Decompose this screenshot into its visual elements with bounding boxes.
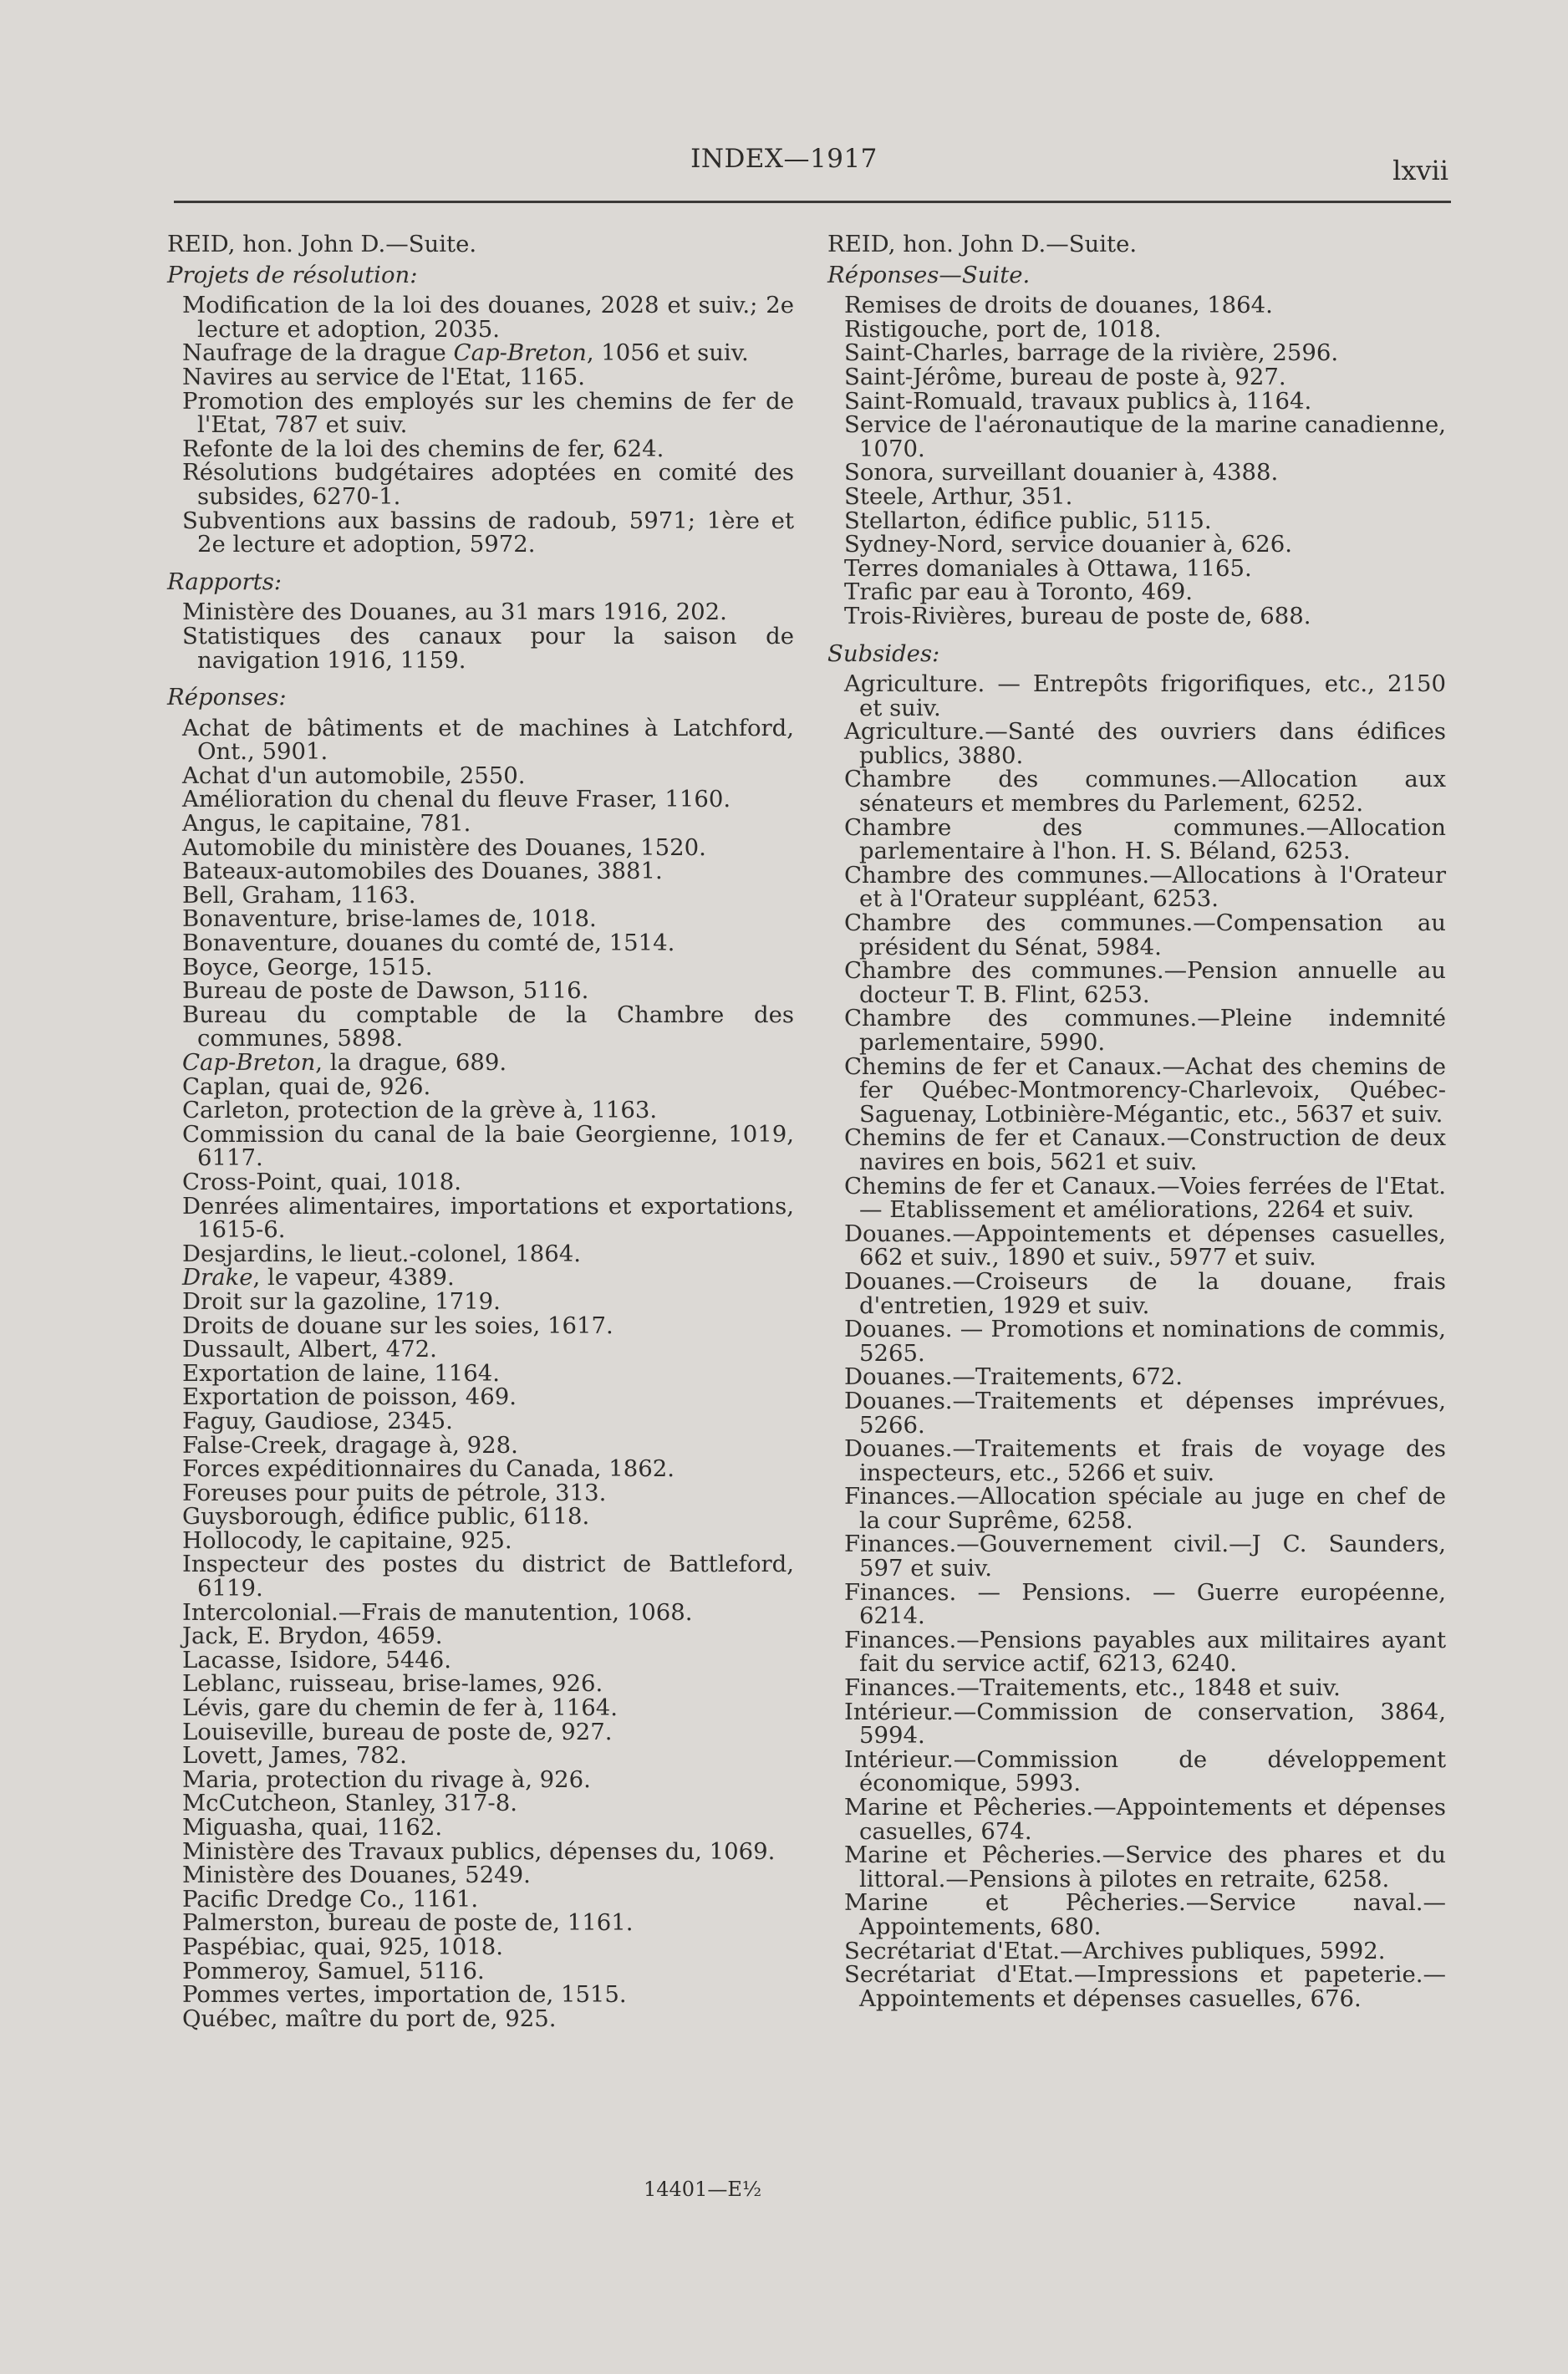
index-entry: Remises de droits de douanes, 1864. — [844, 292, 1273, 319]
printer-signature: 14401—E½ — [644, 2178, 762, 2201]
right-column — [827, 232, 1446, 2010]
index-entry: Refonte de la loi des chemins de fer, 624. — [182, 435, 664, 462]
index-entry: Saint-Charles, barrage de la rivière, 2596. — [844, 339, 1339, 367]
index-entry: Droits de douane sur les soies, 1617. — [182, 1312, 613, 1339]
index-entry: Finances.—Gouvernement civil.—J C. Saunders, 597 et suiv. — [844, 1531, 1446, 1582]
index-entry: Douanes.—Traitements et frais de voyage des inspecteurs, etc., 5266 et suiv. — [844, 1435, 1446, 1486]
right-column-heading: REID, hon. John D.—Suite. — [827, 231, 1138, 257]
index-entry: Palmerston, bureau de poste de, 1161. — [182, 1909, 634, 1937]
index-entry: Marine et Pêcheries.—Service naval.—Appointements, 680. — [844, 1889, 1446, 1940]
index-entry: Angus, le capitaine, 781. — [182, 810, 471, 838]
index-entry: Pommeroy, Samuel, 5116. — [182, 1957, 485, 1984]
index-entry: Statistiques des canaux pour la saison de navigation 1916, 1159. — [182, 622, 794, 674]
index-entry: Trois-Rivières, bureau de poste de, 688. — [844, 602, 1311, 629]
index-entry: Résolutions budgétaires adoptées en comité des subsides, 6270-1. — [182, 459, 794, 510]
index-entry: Faguy, Gaudiose, 2345. — [182, 1407, 453, 1434]
index-entry: Chambre des communes.—Allocation aux sénateurs et membres du Parlement, 6252. — [844, 766, 1446, 818]
index-entry: Bateaux-automobiles des Douanes, 3881. — [182, 858, 663, 885]
index-entry: Paspébiac, quai, 925, 1018. — [182, 1933, 504, 1960]
index-entry: Cross-Point, quai, 1018. — [182, 1168, 461, 1195]
index-entry: Pacific Dredge Co., 1161. — [182, 1885, 479, 1913]
index-entry: Amélioration du chenal du fleuve Fraser, 1160. — [182, 786, 731, 813]
index-entry: Chemins de fer et Canaux.—Achat des chemins de fer Québec-Montmorency-Charlevoix, Québec-Saguenay, Lotbinière-Mégantic, etc., 5637 et suiv. — [844, 1052, 1446, 1128]
index-entry: Intercolonial.—Frais de manutention, 1068. — [182, 1598, 693, 1626]
index-entry: Bonaventure, brise-lames de, 1018. — [182, 905, 597, 933]
index-entry: Intérieur.—Commission de conservation, 3864, 5994. — [844, 1698, 1446, 1750]
left-sections — [167, 263, 794, 2031]
header-rule — [174, 201, 1451, 203]
index-entry: Drake, le vapeur, 4389. — [182, 1264, 455, 1291]
section-title: Projets de résolution: — [167, 261, 418, 288]
index-entry: Chambre des communes.—Pension annuelle au docteur T. B. Flint, 6253. — [844, 957, 1446, 1008]
index-entry: Chemins de fer et Canaux.—Construction de deux navires en bois, 5621 et suiv. — [844, 1124, 1446, 1175]
index-entry: Service de l'aéronautique de la marine canadienne, 1070. — [844, 411, 1446, 462]
index-entry: Inspecteur des postes du district de Battleford, 6119. — [182, 1551, 794, 1602]
index-entry: Québec, maître du port de, 925. — [182, 2005, 557, 2032]
index-entry: Chambre des communes.—Allocations à l'Orateur et à l'Orateur suppléant, 6253. — [844, 861, 1446, 913]
index-entry: Sydney-Nord, service douanier à, 626. — [844, 531, 1292, 558]
index-entry: Finances.—Allocation spéciale au juge en chef de la cour Suprême, 6258. — [844, 1483, 1446, 1534]
index-entry: Denrées alimentaires, importations et exportations, 1615-6. — [182, 1192, 794, 1244]
index-entry: Agriculture.—Santé des ouvriers dans édifices publics, 3880. — [844, 718, 1446, 769]
index-entry: Ristigouche, port de, 1018. — [844, 315, 1162, 343]
index-entry: Chambre des communes.—Compensation au président du Sénat, 5984. — [844, 909, 1446, 960]
index-entry: Miguasha, quai, 1162. — [182, 1814, 443, 1841]
index-entry: Secrétariat d'Etat.—Archives publiques, 5992. — [844, 1937, 1386, 1964]
index-entry: Finances.—Pensions payables aux militaires ayant fait du service actif, 6213, 6240. — [844, 1626, 1446, 1678]
index-entry: Cap-Breton, la drague, 689. — [182, 1049, 507, 1076]
index-entry: Jack, E. Brydon, 4659. — [182, 1623, 443, 1650]
index-entry: Desjardins, le lieut.-colonel, 1864. — [182, 1240, 581, 1267]
index-entry: Secrétariat d'Etat.—Impressions et papeterie.—Appointements et dépenses casuelles, 676. — [844, 1961, 1446, 2012]
index-entry: Stellarton, édifice public, 5115. — [844, 507, 1212, 534]
index-entry: Douanes.—Traitements et dépenses imprévues, 5266. — [844, 1387, 1446, 1439]
index-entry: Douanes.—Croiseurs de la douane, frais d'entretien, 1929 et suiv. — [844, 1267, 1446, 1319]
section-title: Réponses: — [167, 684, 287, 711]
index-entry: Saint-Jérôme, bureau de poste à, 927. — [844, 363, 1286, 390]
index-entry: Navires au service de l'Etat, 1165. — [182, 363, 585, 390]
index-entry: Caplan, quai de, 926. — [182, 1072, 431, 1100]
index-entry: Finances.—Traitements, etc., 1848 et suiv. — [844, 1674, 1341, 1702]
index-entry: Foreuses pour puits de pétrole, 313. — [182, 1479, 607, 1506]
page-title: INDEX—1917 — [690, 144, 878, 174]
index-entry: Automobile du ministère des Douanes, 1520. — [182, 833, 706, 861]
index-entry: Lacasse, Isidore, 5446. — [182, 1646, 451, 1674]
index-entry: Lovett, James, 782. — [182, 1742, 407, 1770]
index-entry: Terres domaniales à Ottawa, 1165. — [844, 554, 1252, 582]
index-entry: Saint-Romuald, travaux publics à, 1164. — [844, 387, 1312, 415]
index-entry: Exportation de poisson, 469. — [182, 1383, 517, 1411]
index-entry: Achat d'un automobile, 2550. — [182, 762, 526, 789]
index-entry: Bonaventure, douanes du comté de, 1514. — [182, 930, 675, 957]
index-entry: Ministère des Douanes, au 31 mars 1916, 202. — [182, 599, 727, 626]
index-entry: Finances. — Pensions. — Guerre européenne, 6214. — [844, 1578, 1446, 1630]
index-entry: Douanes.—Traitements, 672. — [844, 1363, 1183, 1391]
index-entry: Louiseville, bureau de poste de, 927. — [182, 1718, 613, 1745]
right-sections — [827, 263, 1446, 2011]
index-entry: Lévis, gare du chemin de fer à, 1164. — [182, 1694, 618, 1722]
index-entry: Agriculture. — Entrepôts frigorifiques, etc., 2150 et suiv. — [844, 670, 1446, 721]
index-entry: Modification de la loi des douanes, 2028 et suiv.; 2e lecture et adoption, 2035. — [182, 292, 794, 343]
page-number: lxvii — [1392, 155, 1448, 186]
index-entry: Carleton, protection de la grève à, 1163. — [182, 1097, 658, 1124]
index-entry: Intérieur.—Commission de développement économique, 5993. — [844, 1745, 1446, 1797]
index-entry: Guysborough, édifice public, 6118. — [182, 1503, 590, 1531]
index-entry: Chambre des communes.—Pleine indemnité parlementaire, 5990. — [844, 1005, 1446, 1056]
index-entry: Trafic par eau à Toronto, 469. — [844, 578, 1194, 606]
index-entry: Steele, Arthur, 351. — [844, 482, 1073, 510]
index-entry: Dussault, Albert, 472. — [182, 1336, 437, 1363]
section-title: Réponses—Suite. — [827, 261, 1031, 288]
index-entry: Chambre des communes.—Allocation parlementaire à l'hon. H. S. Béland, 6253. — [844, 813, 1446, 865]
index-entry: Ministère des Douanes, 5249. — [182, 1862, 531, 1889]
index-entry: Leblanc, ruisseau, brise-lames, 926. — [182, 1670, 603, 1698]
index-entry: Douanes. — Promotions et nominations de commis, 5265. — [844, 1316, 1446, 1367]
index-entry: Hollocody, le capitaine, 925. — [182, 1526, 512, 1554]
index-entry: Bureau de poste de Dawson, 5116. — [182, 977, 589, 1005]
index-entry: Chemins de fer et Canaux.—Voies ferrées de l'Etat. — Etablissement et améliorations, 2264 et suiv. — [844, 1172, 1446, 1224]
index-entry: Maria, protection du rivage à, 926. — [182, 1765, 591, 1793]
index-entry: Promotion des employés sur les chemins de fer de l'Etat, 787 et suiv. — [182, 387, 794, 439]
index-entry: Marine et Pêcheries.—Service des phares et du littoral.—Pensions à pilotes en retraite, 6258. — [844, 1842, 1446, 1893]
section-title: Rapports: — [167, 568, 283, 595]
index-entry: False-Creek, dragage à, 928. — [182, 1431, 518, 1459]
index-entry: Subventions aux bassins de radoub, 5971; 1ère et 2e lecture et adoption, 5972. — [182, 507, 794, 558]
index-entry: Boyce, George, 1515. — [182, 953, 433, 981]
index-entry: Bureau du comptable de la Chambre des communes, 5898. — [182, 1001, 794, 1052]
index-entry: Pommes vertes, importation de, 1515. — [182, 1981, 627, 2009]
index-entry: Sonora, surveillant douanier à, 4388. — [844, 459, 1279, 487]
index-entry: Exportation de laine, 1164. — [182, 1359, 500, 1387]
index-entry: Naufrage de la drague Cap-Breton, 1056 et suiv. — [182, 339, 749, 367]
index-entry: Bell, Graham, 1163. — [182, 881, 416, 909]
section-title: Subsides: — [827, 639, 940, 667]
index-entry: Forces expéditionnaires du Canada, 1862. — [182, 1455, 675, 1483]
index-entry: Commission du canal de la baie Georgienne, 1019, 6117. — [182, 1120, 794, 1172]
index-entry: Marine et Pêcheries.—Appointements et dépenses casuelles, 674. — [844, 1794, 1446, 1845]
index-entry: McCutcheon, Stanley, 317-8. — [182, 1790, 517, 1817]
index-entry: Douanes.—Appointements et dépenses casuelles, 662 et suiv., 1890 et suiv., 5977 et suiv. — [844, 1220, 1446, 1271]
index-entry: Achat de bâtiments et de machines à Latchford, Ont., 5901. — [182, 714, 794, 766]
index-entry: Droit sur la gazoline, 1719. — [182, 1287, 501, 1315]
index-entry: Ministère des Travaux publics, dépenses du, 1069. — [182, 1837, 776, 1865]
left-column — [167, 232, 794, 2030]
left-column-heading: REID, hon. John D.—Suite. — [167, 231, 477, 257]
